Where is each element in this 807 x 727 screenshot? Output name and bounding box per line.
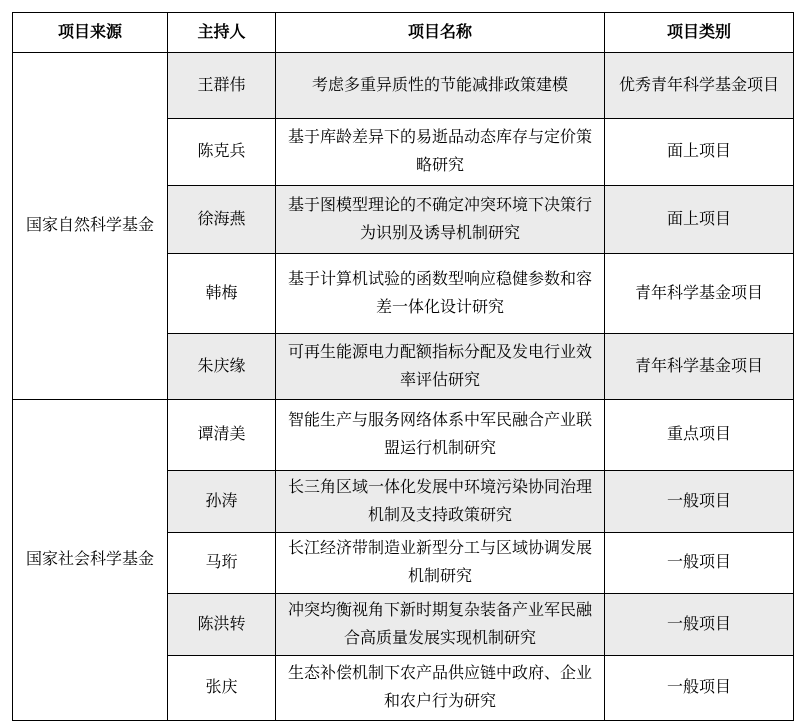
cell-project-category: 青年科学基金项目: [605, 254, 794, 334]
cell-host: 陈克兵: [168, 119, 276, 186]
cell-project-name: 长三角区域一体化发展中环境污染协同治理机制及支持政策研究: [276, 471, 605, 533]
cell-project-name: 生态补偿机制下农产品供应链中政府、企业和农户行为研究: [276, 656, 605, 721]
cell-project-name: 考虑多重异质性的节能减排政策建模: [276, 53, 605, 119]
cell-project-name: 长江经济带制造业新型分工与区域协调发展机制研究: [276, 533, 605, 594]
cell-project-category: 青年科学基金项目: [605, 334, 794, 400]
cell-host: 徐海燕: [168, 186, 276, 254]
cell-host: 朱庆缘: [168, 334, 276, 400]
cell-project-name: 基于图模型理论的不确定冲突环境下决策行为识别及诱导机制研究: [276, 186, 605, 254]
cell-project-category: 重点项目: [605, 400, 794, 471]
cell-host: 陈洪转: [168, 594, 276, 656]
cell-project-source: 国家自然科学基金: [13, 53, 168, 400]
header-project-name: 项目名称: [276, 13, 605, 53]
table-row: [13, 400, 794, 471]
header-project-category: 项目类别: [605, 13, 794, 53]
cell-host: 马珩: [168, 533, 276, 594]
cell-host: 孙涛: [168, 471, 276, 533]
table-header: [13, 13, 794, 53]
cell-project-category: 一般项目: [605, 656, 794, 721]
cell-host: 张庆: [168, 656, 276, 721]
research-projects-table: [12, 12, 794, 721]
cell-project-name: 基于库龄差异下的易逝品动态库存与定价策略研究: [276, 119, 605, 186]
cell-project-category: 优秀青年科学基金项目: [605, 53, 794, 119]
table-header-row: [13, 13, 794, 53]
cell-project-name: 智能生产与服务网络体系中军民融合产业联盟运行机制研究: [276, 400, 605, 471]
cell-project-category: 一般项目: [605, 533, 794, 594]
header-project-source: 项目来源: [13, 13, 168, 53]
cell-project-category: 面上项目: [605, 119, 794, 186]
cell-project-category: 一般项目: [605, 594, 794, 656]
cell-project-name: 冲突均衡视角下新时期复杂装备产业军民融合高质量发展实现机制研究: [276, 594, 605, 656]
cell-host: 韩梅: [168, 254, 276, 334]
cell-host: 王群伟: [168, 53, 276, 119]
cell-host: 谭清美: [168, 400, 276, 471]
cell-project-name: 基于计算机试验的函数型响应稳健参数和容差一体化设计研究: [276, 254, 605, 334]
header-host: 主持人: [168, 13, 276, 53]
cell-project-category: 面上项目: [605, 186, 794, 254]
cell-project-source: 国家社会科学基金: [13, 400, 168, 721]
table-body: [13, 53, 794, 721]
cell-project-category: 一般项目: [605, 471, 794, 533]
cell-project-name: 可再生能源电力配额指标分配及发电行业效率评估研究: [276, 334, 605, 400]
table-row: [13, 53, 794, 119]
